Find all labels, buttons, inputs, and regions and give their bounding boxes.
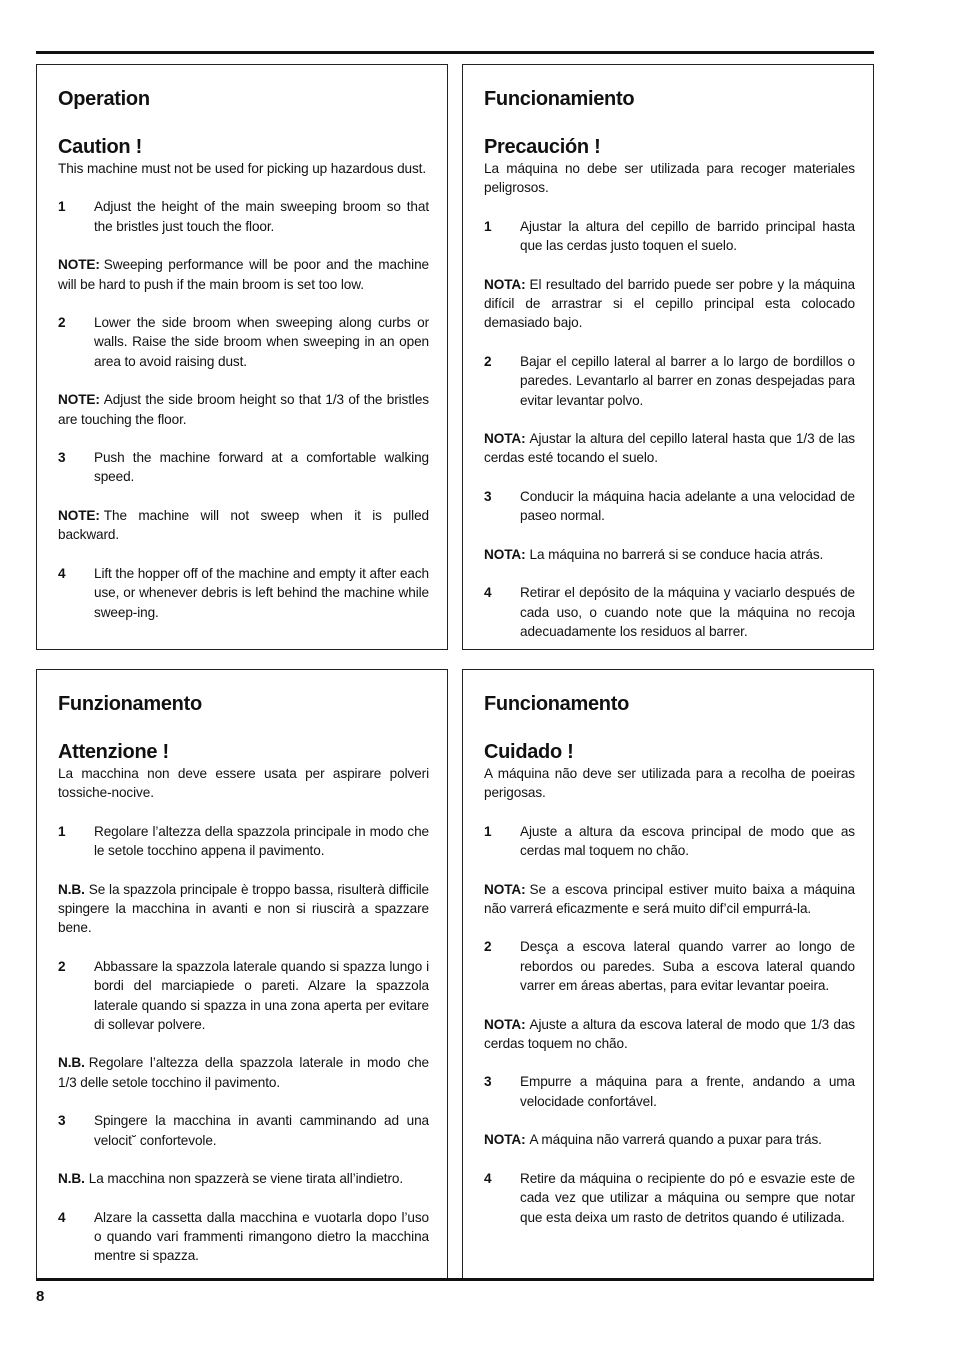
step-text: Alzare la cassetta dalla macchina e vuotarla dopo l’uso o quando vari frammenti rimangono dietro la macchina mentre si spazza. [94, 1209, 429, 1264]
section-title: Funzionamento [58, 693, 202, 715]
note-label: N.B. [58, 881, 85, 897]
step-text: Retire da máquina o recipiente do pó e esvazie este de cada vez que utilizar a máquina ou sempre que notar que esta deixa um rasto de detritos quando é utilizada. [520, 1170, 855, 1225]
step-item [58, 197, 429, 236]
step-number: 1 [484, 823, 492, 839]
step-item [58, 313, 429, 371]
step-item [58, 448, 429, 487]
top-rule [36, 51, 874, 54]
note-item [484, 880, 855, 919]
step-item [484, 822, 855, 861]
note-label: NOTE: [58, 507, 100, 523]
note-text: Regolare l’altezza della spazzola laterale in modo che 1/3 delle setole tocchino il pavimento. [58, 1055, 429, 1090]
step-item [484, 583, 855, 641]
step-text: Lift the hopper off of the machine and empty it after each use, or whenever debris is left behind the machine while sweep-ing. [94, 565, 429, 620]
note-text: Sweeping performance will be poor and the machine will be hard to push if the main broom is set too low. [58, 257, 429, 292]
step-number: 4 [484, 585, 492, 601]
step-number: 4 [58, 1209, 66, 1225]
step-number: 1 [58, 199, 66, 215]
note-text: El resultado del barrido puede ser pobre y la máquina difícil de arrastrar si el cepillo principal esta colocado demasiado bajo. [484, 276, 855, 331]
step-text: Abbassare la spazzola laterale quando si spazza lungo i bordi del marciapiede o pareti. Alzare la spazzola laterale quando si spazza in una zona aperta per evitare di sollevar polvere. [94, 958, 429, 1033]
note-item [484, 275, 855, 333]
step-number: 3 [58, 1113, 66, 1129]
caution-heading: Caution ! [58, 136, 142, 158]
note-label: N.B. [58, 1171, 85, 1187]
step-text: Spingere la macchina in avanti camminando ad una velocit˘ confortevole. [94, 1113, 429, 1148]
note-text: Ajustar la altura del cepillo lateral hasta que 1/3 de las cerdas esté tocando el suelo. [484, 431, 855, 466]
step-number: 4 [484, 1170, 492, 1186]
section-title: Funcionamiento [484, 88, 635, 110]
note-item [484, 545, 855, 564]
section-title: Funcionamento [484, 693, 629, 715]
step-number: 3 [484, 1074, 492, 1090]
note-item [484, 1130, 855, 1149]
step-item [58, 1208, 429, 1266]
note-item [58, 880, 429, 938]
intro-text: A máquina não deve ser utilizada para a recolha de poeiras perigosas. [484, 766, 855, 801]
note-item [58, 1053, 429, 1092]
step-item [484, 352, 855, 410]
note-item [58, 506, 429, 545]
note-item [58, 255, 429, 294]
caution-heading: Precaución ! [484, 136, 601, 158]
note-text: The machine will not sweep when it is pulled backward. [58, 507, 429, 543]
intro-text: La macchina non deve essere usata per aspirare polveri tossiche-nocive. [58, 766, 429, 801]
note-label: NOTA: [484, 1132, 526, 1148]
caution-heading: Attenzione ! [58, 741, 169, 763]
note-text: La macchina non spazzerà se viene tirata all’indietro. [88, 1171, 404, 1187]
note-label: NOTE: [58, 257, 100, 273]
step-number: 1 [484, 218, 492, 234]
step-number: 4 [58, 565, 66, 581]
step-number: 1 [58, 823, 66, 839]
note-item [484, 1015, 855, 1054]
step-item [484, 937, 855, 995]
step-text: Conducir la máquina hacia adelante a una velocidad de paseo normal. [520, 488, 855, 524]
note-label: NOTA: [484, 546, 526, 562]
step-number: 2 [484, 353, 492, 369]
step-item [484, 1169, 855, 1227]
step-text: Retirar el depósito de la máquina y vaciarlo después de cada uso, o cuando note que la máquina no recoja adecuadamente los residuos al barrer. [520, 585, 855, 639]
note-text: Se a escova principal estiver muito baixa a máquina não varrerá eficazmente e será muito dif’cil empurrá-la. [484, 881, 855, 917]
intro-text: La máquina no debe ser utilizada para recoger materiales peligrosos. [484, 161, 855, 196]
step-number: 2 [58, 315, 66, 331]
section-italian [36, 669, 448, 1280]
step-number: 2 [484, 939, 492, 955]
intro-text: This machine must not be used for picking up hazardous dust. [58, 161, 427, 176]
note-item [58, 1169, 429, 1188]
section-portuguese [462, 669, 874, 1280]
step-item [484, 217, 855, 256]
note-label: NOTA: [484, 276, 526, 292]
step-number: 3 [484, 488, 492, 504]
step-text: Regolare l’altezza della spazzola principale in modo che le setole tocchino appena il pavimento. [94, 823, 429, 859]
bottom-rule [36, 1278, 874, 1281]
note-text: Se la spazzola principale è troppo bassa, risulterà difficile spingere la macchina in avanti e non si riuscirà a spazzare bene. [58, 881, 429, 936]
note-text: Ajuste a altura da escova lateral de modo que 1/3 das cerdas toquem no chão. [484, 1016, 855, 1052]
step-item [58, 822, 429, 861]
note-label: NOTA: [484, 1016, 526, 1032]
note-item [58, 390, 429, 429]
step-number: 3 [58, 450, 66, 466]
step-text: Lower the side broom when sweeping along curbs or walls. Raise the side broom when sweeping in an open area to avoid raising dust. [94, 315, 429, 369]
note-label: N.B. [58, 1055, 85, 1071]
note-text: Adjust the side broom height so that 1/3 of the bristles are touching the floor. [58, 392, 429, 427]
step-item [58, 564, 429, 622]
note-label: NOTA: [484, 881, 526, 897]
step-item [484, 1072, 855, 1111]
step-text: Bajar el cepillo lateral al barrer a lo largo de bordillos o paredes. Levantarlo al barrer en zonas despejadas para evitar levantar polvo. [520, 353, 855, 408]
section-english [36, 64, 448, 650]
step-text: Empurre a máquina para a frente, andando a uma velocidade confortável. [520, 1074, 855, 1109]
section-title: Operation [58, 88, 150, 110]
caution-heading: Cuidado ! [484, 741, 574, 763]
step-text: Ajuste a altura da escova principal de modo que as cerdas mal toquem no chão. [520, 823, 855, 859]
note-item [484, 429, 855, 468]
step-text: Adjust the height of the main sweeping broom so that the bristles just touch the floor. [94, 199, 429, 234]
step-text: Ajustar la altura del cepillo de barrido principal hasta que las cerdas justo toquen el suelo. [520, 218, 855, 254]
section-spanish [462, 64, 874, 650]
step-item [58, 957, 429, 1035]
step-text: Desça a escova lateral quando varrer ao longo de rebordos ou paredes. Suba a escova lateral quando varrer em áreas abertas, para evitar levantar poeira. [520, 939, 855, 994]
step-text: Push the machine forward at a comfortable walking speed. [94, 450, 429, 485]
step-item [58, 1111, 429, 1150]
note-text: A máquina não varrerá quando a puxar para trás. [529, 1132, 822, 1148]
step-item [484, 487, 855, 526]
note-label: NOTE: [58, 392, 100, 408]
page-number: 8 [36, 1288, 45, 1305]
note-label: NOTA: [484, 431, 526, 447]
step-number: 2 [58, 958, 66, 974]
note-text: La máquina no barrerá si se conduce hacia atrás. [529, 546, 824, 562]
